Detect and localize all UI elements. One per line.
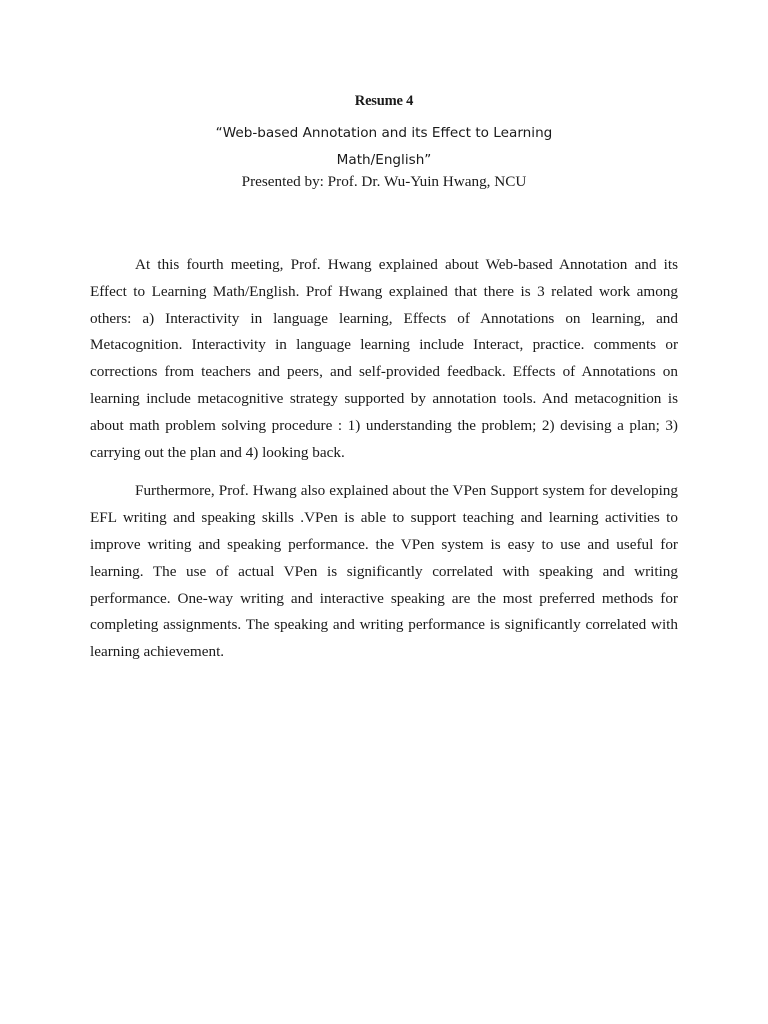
document-title-line-2: Math/English” [336, 152, 432, 168]
document-body [90, 252, 678, 678]
paragraph-2: Furthermore, Prof. Hwang also explained about the VPen Support system for developing EFL writing and speaking skills .VPen is able to support teaching and learning activities to improve writing and speaking performance. the VPen system is easy to use and useful for learning. The use of actual VPen is significantly correlated with speaking and writing performance. One-way writing and interactive speaking are the most preferred methods for completing assignments. The speaking and writing performance is significantly correlated with learning achievement. [90, 482, 678, 661]
paragraph-1: At this fourth meeting, Prof. Hwang explained about Web-based Annotation and its Effect to Learning Math/English. Prof Hwang explained that there is 3 related work among others: a) Interactivity in language learning, Effects of Annotations on learning, and Metacognition. Interactivity in language learning include Interact, practice. comments or corrections from teachers and peers, and self-provided feedback. Effects of Annotations on learning include metacognitive strategy supported by annotation tools. And metacognition is about math problem solving procedure : 1) understanding the problem; 2) devising a plan; 3) carrying out the plan and 4) looking back. [90, 256, 678, 461]
document-label: Resume 4 [354, 93, 414, 109]
document-title-line-1: “Web-based Annotation and its Effect to Learning [215, 125, 553, 141]
presenter-line: Presented by: Prof. Dr. Wu-Yuin Hwang, NCU [241, 173, 527, 190]
document-title [0, 120, 768, 174]
